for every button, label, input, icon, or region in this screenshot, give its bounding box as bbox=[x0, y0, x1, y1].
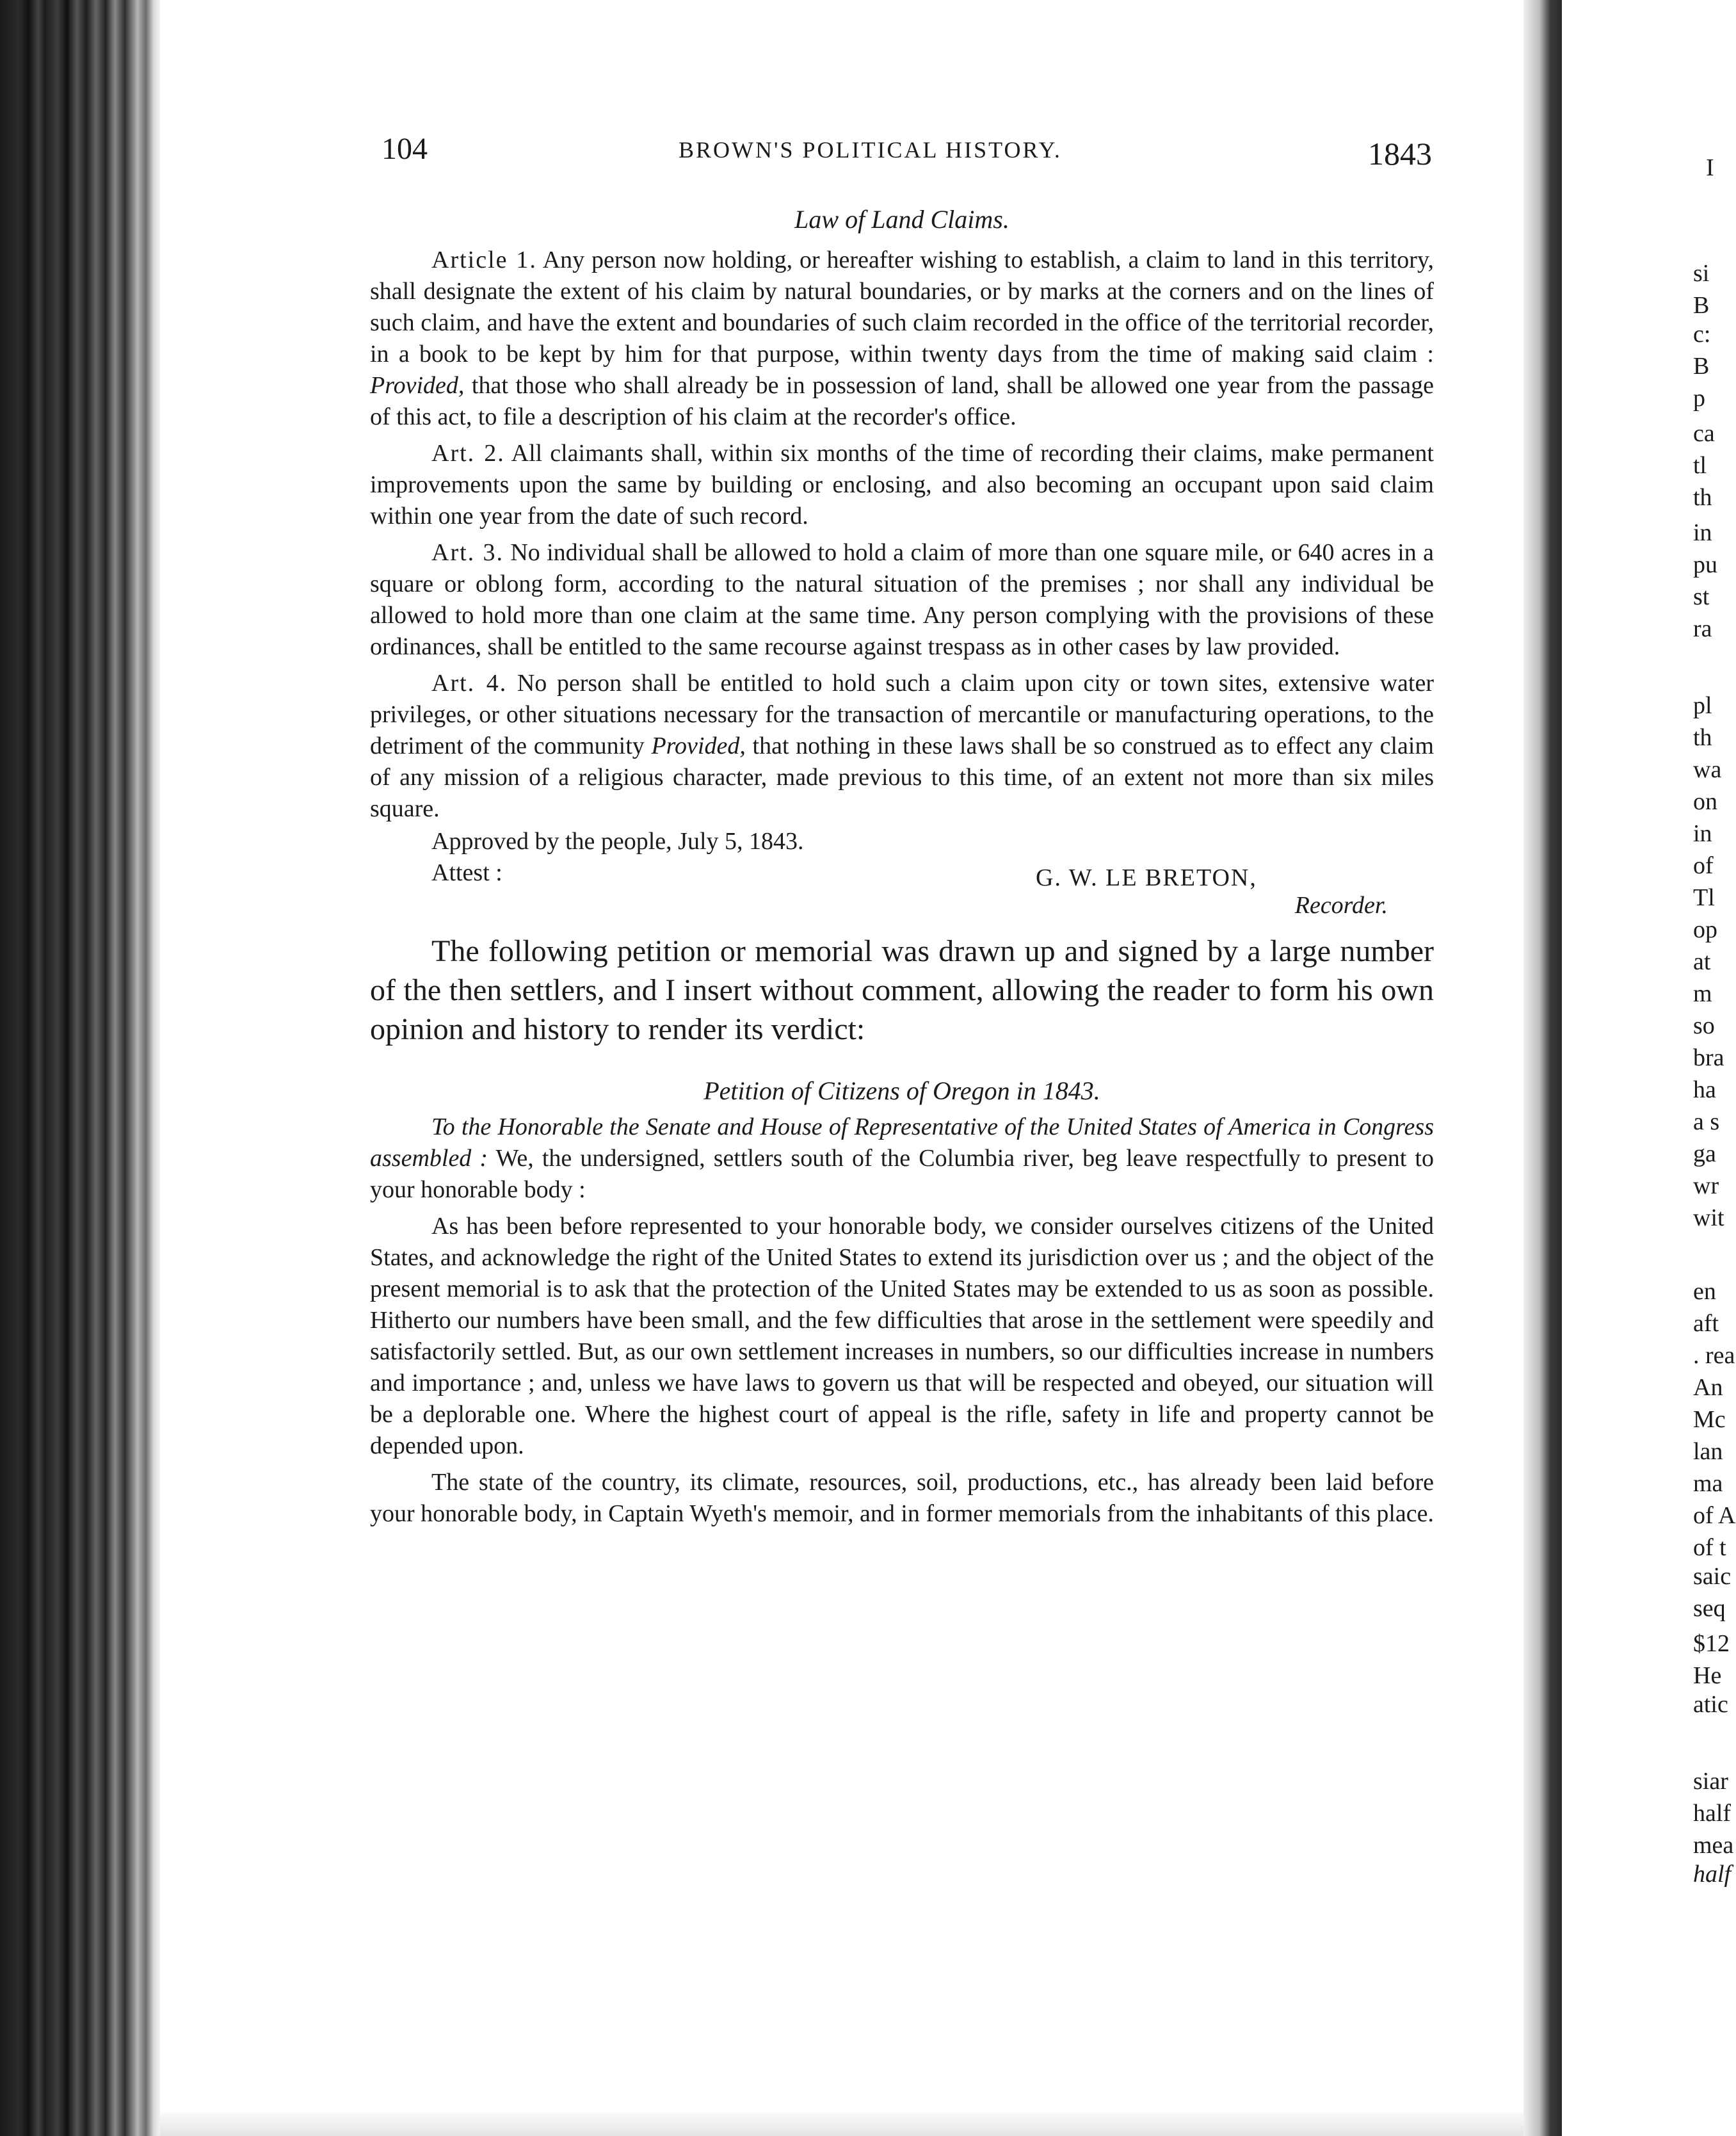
page-body bbox=[370, 204, 1434, 1530]
facing-page-fragment: ha bbox=[1693, 1076, 1716, 1103]
facing-page-fragment: en bbox=[1693, 1278, 1716, 1305]
facing-page-fragment: Mc bbox=[1693, 1406, 1726, 1433]
article-tail: that those who shall already be in possession of land, shall be allowed one year from the passage of this act, to file a description of his claim at the recorder's office. bbox=[370, 372, 1435, 430]
article-lead: Art. 4. bbox=[431, 670, 508, 697]
facing-page-fragment: aft bbox=[1693, 1310, 1719, 1337]
running-head: BROWN'S POLITICAL HISTORY. bbox=[679, 137, 1062, 163]
facing-page-fragment: pu bbox=[1693, 551, 1717, 578]
facing-page-fragment: in bbox=[1693, 820, 1712, 847]
facing-page-fragment: bra bbox=[1693, 1044, 1724, 1071]
facing-page-fragment: B bbox=[1693, 353, 1710, 380]
facing-page-fragment: in bbox=[1693, 519, 1712, 546]
signer-role: Recorder. bbox=[1294, 892, 1388, 919]
signer-name: G. W. LE BRETON, bbox=[1036, 864, 1257, 891]
provided-word: Provided, bbox=[651, 732, 746, 759]
facing-page-fragment: seq bbox=[1693, 1595, 1726, 1622]
page-bottom-shadow bbox=[160, 2113, 1523, 2136]
facing-page-fragment: at bbox=[1693, 948, 1711, 975]
petition-address-rest: We, the undersigned, settlers south of the Columbia river, beg leave respectfully to present to your honorable body : bbox=[370, 1145, 1434, 1203]
facing-page-fragment: An bbox=[1693, 1374, 1723, 1401]
page-gutter bbox=[1523, 0, 1562, 2136]
facing-page-fragment: th bbox=[1693, 724, 1712, 751]
facing-page-fragment: st bbox=[1693, 583, 1710, 610]
facing-page-fragment: siar bbox=[1693, 1768, 1728, 1795]
petition-address bbox=[370, 1112, 1434, 1206]
article-4 bbox=[370, 668, 1434, 825]
facing-page-fragment: lan bbox=[1693, 1438, 1723, 1465]
article-text: No individual shall be allowed to hold a claim of more than one square mile, or 640 acres in a square or oblong form, according to the natural situation of the premises ; nor shall any individual be allowed to hold more than one claim at the same time. Any person complying with the provisions of these ordinances, shall be entitled to the same recourse against trespass as in other cases by law provided. bbox=[370, 539, 1434, 660]
facing-page-fragment: on bbox=[1693, 788, 1717, 815]
book-binding-edge bbox=[0, 0, 160, 2136]
facing-page-fragment: I bbox=[1706, 154, 1714, 181]
page-header bbox=[0, 131, 1718, 170]
facing-page-fragment: B bbox=[1693, 292, 1710, 319]
facing-page-fragment: th bbox=[1693, 484, 1712, 511]
attest-line bbox=[370, 857, 1434, 891]
facing-page-fragment: pl bbox=[1693, 692, 1712, 719]
article-lead: Article 1. bbox=[431, 247, 537, 273]
facing-page-fragment: Tl bbox=[1693, 884, 1715, 911]
provided-word: Provided, bbox=[370, 372, 465, 399]
petition-paragraph: The state of the country, its climate, resources, soil, productions, etc., has already been laid before your honorable body, in Captain Wyeth's memoir, and in former memorials from the inhabitants of this place. bbox=[370, 1469, 1434, 1527]
facing-page-fragment: ga bbox=[1693, 1140, 1716, 1167]
facing-page-fragment: c: bbox=[1693, 321, 1711, 348]
article-text: No person shall be entitled to hold such a claim upon city or town sites, extensive water privileges, or other situations necessary for the transaction of mercantile or manufacturing operations, to the detriment of the community bbox=[370, 670, 1434, 759]
attest-label: Attest : bbox=[431, 859, 502, 886]
article-lead: Art. 3. bbox=[431, 539, 504, 566]
section-title: Law of Land Claims. bbox=[794, 205, 1009, 234]
facing-page-fragment: ma bbox=[1693, 1470, 1723, 1497]
facing-page-fragment: of A bbox=[1693, 1502, 1736, 1529]
article-2 bbox=[370, 438, 1434, 532]
facing-page-fragment: op bbox=[1693, 916, 1717, 943]
page-number: 104 bbox=[382, 132, 428, 166]
facing-page-fragment: ra bbox=[1693, 615, 1712, 642]
petition-paragraph: As has been before represented to your honorable body, we consider ourselves citizens of the United States, and acknowledge the right of the United States to extend its jurisdiction over us ; and the object of the present memorial is to ask that the protection of the United States may be extended to us as soon as possible. Hitherto our numbers have been small, and the few difficulties that arose in the settlement were speedily and satisfactorily settled. But, as our own settlement increases in numbers, so our difficulties increase in numbers and importance ; and, unless we have laws to govern us that will be respected and obeyed, our situation will be a deplorable one. Where the highest court of appeal is the rifle, safety in life and property cannot be depended upon. bbox=[370, 1213, 1434, 1459]
facing-page-fragment: m bbox=[1693, 980, 1712, 1007]
article-3 bbox=[370, 537, 1434, 663]
facing-page-fragment: tl bbox=[1693, 452, 1707, 479]
article-1 bbox=[370, 245, 1434, 433]
facing-page-fragment: ca bbox=[1693, 420, 1715, 447]
facing-page-fragment: si bbox=[1693, 260, 1710, 287]
header-year: 1843 bbox=[1368, 136, 1432, 172]
facing-page-fragment: so bbox=[1693, 1012, 1715, 1039]
article-tail: that nothing in these laws shall be so construed as to effect any claim of any mission of a religious character, made previous to this time, of an extent not more than six miles square. bbox=[370, 732, 1435, 822]
petition-title: Petition of Citizens of Oregon in 1843. bbox=[703, 1076, 1100, 1105]
intro-paragraph: The following petition or memorial was drawn up and signed by a large number of the then settlers, and I insert without comment, allowing the reader to form his own opinion and history to render its verdict: bbox=[370, 934, 1434, 1046]
facing-page-fragment: wa bbox=[1693, 756, 1722, 783]
facing-page-fragment: of bbox=[1693, 852, 1714, 879]
approval-line: Approved by the people, July 5, 1843. bbox=[431, 828, 804, 855]
facing-page-fragment: half bbox=[1693, 1861, 1732, 1888]
petition-address-italic: To the Honorable the Senate and House of Representative of the United States of America in Congress assembled : bbox=[370, 1113, 1434, 1172]
facing-page-fragment: a s bbox=[1693, 1108, 1720, 1135]
facing-page-edge bbox=[1562, 0, 1736, 2136]
facing-page-fragment: atic bbox=[1693, 1691, 1728, 1718]
facing-page-fragment: saic bbox=[1693, 1563, 1732, 1590]
facing-page-fragment: half bbox=[1693, 1800, 1732, 1827]
facing-page-fragment: of t bbox=[1693, 1534, 1726, 1561]
facing-page-fragment: p bbox=[1693, 385, 1705, 412]
facing-page-fragment: . rea bbox=[1693, 1342, 1735, 1369]
facing-page-fragment: He bbox=[1693, 1662, 1722, 1689]
article-text: All claimants shall, within six months of the time of recording their claims, make permanent improvements upon the same by building or enclosing, and also becoming an occupant upon said claim within one year from the date of such record. bbox=[370, 440, 1434, 530]
article-text: Any person now holding, or hereafter wishing to establish, a claim to land in this territory, shall designate the extent of his claim by natural boundaries, or by marks at the corners and on the lines of such claim, and have the extent and boundaries of such claim recorded in the office of the territorial recorder, in a book to be kept by him for that purpose, within twenty days from the time of making said claim : bbox=[370, 247, 1434, 368]
facing-page-fragment: wit bbox=[1693, 1204, 1724, 1231]
article-lead: Art. 2. bbox=[431, 440, 505, 467]
facing-page-fragment: mea bbox=[1693, 1832, 1734, 1859]
facing-page-fragment: wr bbox=[1693, 1172, 1719, 1199]
facing-page-fragment: $12 bbox=[1693, 1630, 1730, 1657]
